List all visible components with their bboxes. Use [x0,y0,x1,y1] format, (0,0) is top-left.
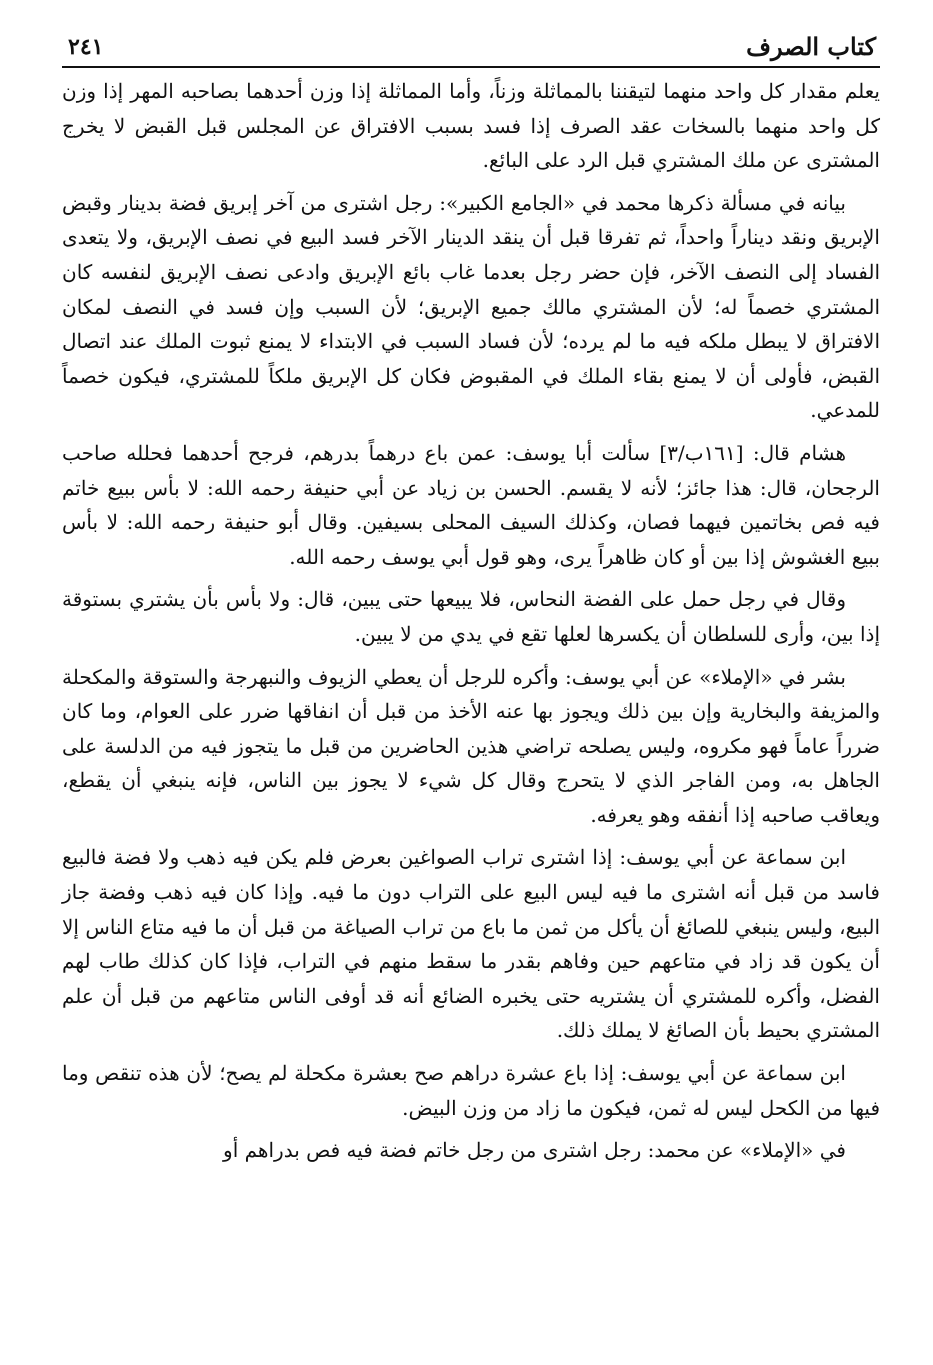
paragraph: ابن سماعة عن أبي يوسف: إذا اشترى تراب الصواغين بعرض فلم يكن فيه ذهب ولا فضة فالبيع فاسد من قبل أنه اشترى ما فيه ليس البيع على التراب دون ما فيه. وإذا كان فيه ذهب وفضة جاز البيع، وليس ينبغي للصائغ أن يأكل من ثمن ما باع من تراب الصياغة من قبل أن ما فيه متاع الناس إلا أن يكون قد زاد في متاعهم حين وفاهم بقدر ما سقط منهم في التراب، فإذا كان كذلك طاب لهم الفضل، وأكره للمشتري أن يشتريه حتى يخبره الضائع أنه قد أوفى الناس متاعهم من قبل أن علم المشتري بحيط بأن الصائغ لا يملك ذلك. [62,845,880,1043]
book-page [62,22,880,1342]
paragraph: هشام قال: [١٦١ب/٣] سألت أبا يوسف: عمن باع درهماً بدرهم، فرجح أحدهما فحلله صاحب الرجحان، قال: هذا جائز؛ لأنه لا يقسم. الحسن بن زياد عن أبي حنيفة رحمه الله: لا بأس ببيع خاتم فيه فص بخاتمين فيهما فصان، وكذلك السيف المحلى بسيفين. وقال أبو حنيفة رحمه الله: لا بأس ببيع الغشوش إذا بين أو كان ظاهراً يرى، وهو قول أبي يوسف رحمه الله. [62,440,880,569]
paragraph: بشر في «الإملاء» عن أبي يوسف: وأكره للرجل أن يعطي الزيوف والنبهرجة والستوقة والمكحلة والمزيفة والبخارية وإن بين ذلك ويجوز بها عنه الأخذ من قبل أن انفاقها ضرر على العوام، وما كان ضرراً عاماً فهو مكروه، وليس يصلحه تراضي هذين الحاضرين من قبل ما يتجوز فيه من الدلسة على الجاهل به، ومن الفاجر الذي لا يتحرج وقال كل شيء لا يجوز بين الناس، فإنه ينبغي أن يقطع، ويعاقب صاحبه إذا أنفقه وهو يعرفه. [62,664,880,827]
paragraph: يعلم مقدار كل واحد منهما لتيقننا بالمماثلة وزناً، وأما المماثلة إذا وزن أحدهما بصاحبه المهر إذا وزن كل واحد منهما بالسخات عقد الصرف إذا فسد بسبب الافتراق عن المجلس قبل القبض لا يخرج المشترى عن ملك المشتري قبل الرد على البائع. [62,79,880,173]
paragraph: ابن سماعة عن أبي يوسف: إذا باع عشرة دراهم صح بعشرة مكحلة لم يصح؛ لأن هذه تنقص وما فيها من الكحل ليس له ثمن، فيكون ما زاد من وزن البيض. [62,1061,880,1120]
page-number: ٢٤١ [68,34,104,60]
paragraph: بيانه في مسألة ذكرها محمد في «الجامع الكبير»: رجل اشترى من آخر إبريق فضة بدينار وقبض الإبريق ونقد ديناراً واحداً، ثم تفرقا قبل أن ينقد الدينار الآخر فسد البيع في نصف الإبريق، ولا يتعدى الفساد إلى النصف الآخر، فإن حضر رجل بعدما غاب بائع الإبريق وادعى نصف الإبريق لنفسه كان المشتري خصماً له؛ لأن المشتري مالك جميع الإبريق؛ لأن السبب وإن فسد في النصف لمكان الافتراق لا يبطل ملكه فيه ما لم يرده؛ لأن فساد السبب في الابتداء لا يمنع ثبوت الملك عند اتصال القبض، فأولى أن لا يمنع بقاء الملك في المقبوض فكان كل الإبريق ملكاً للمشتري، فيكون خصماً للمدعي. [62,190,880,423]
chapter-title: كتاب الصرف [746,32,876,61]
paragraph: وقال في رجل حمل على الفضة النحاس، فلا يبيعها حتى يبين، قال: ولا بأس بأن يشتري بستوقة إذا بين، وأرى للسلطان أن يكسرها لعلها تقع في يدي من لا يبين. [62,587,880,646]
page-body [62,68,880,1168]
page-header [62,22,880,68]
paragraph: في «الإملاء» عن محمد: رجل اشترى من رجل خاتم فضة فيه فص بدراهم أو [223,1138,846,1163]
